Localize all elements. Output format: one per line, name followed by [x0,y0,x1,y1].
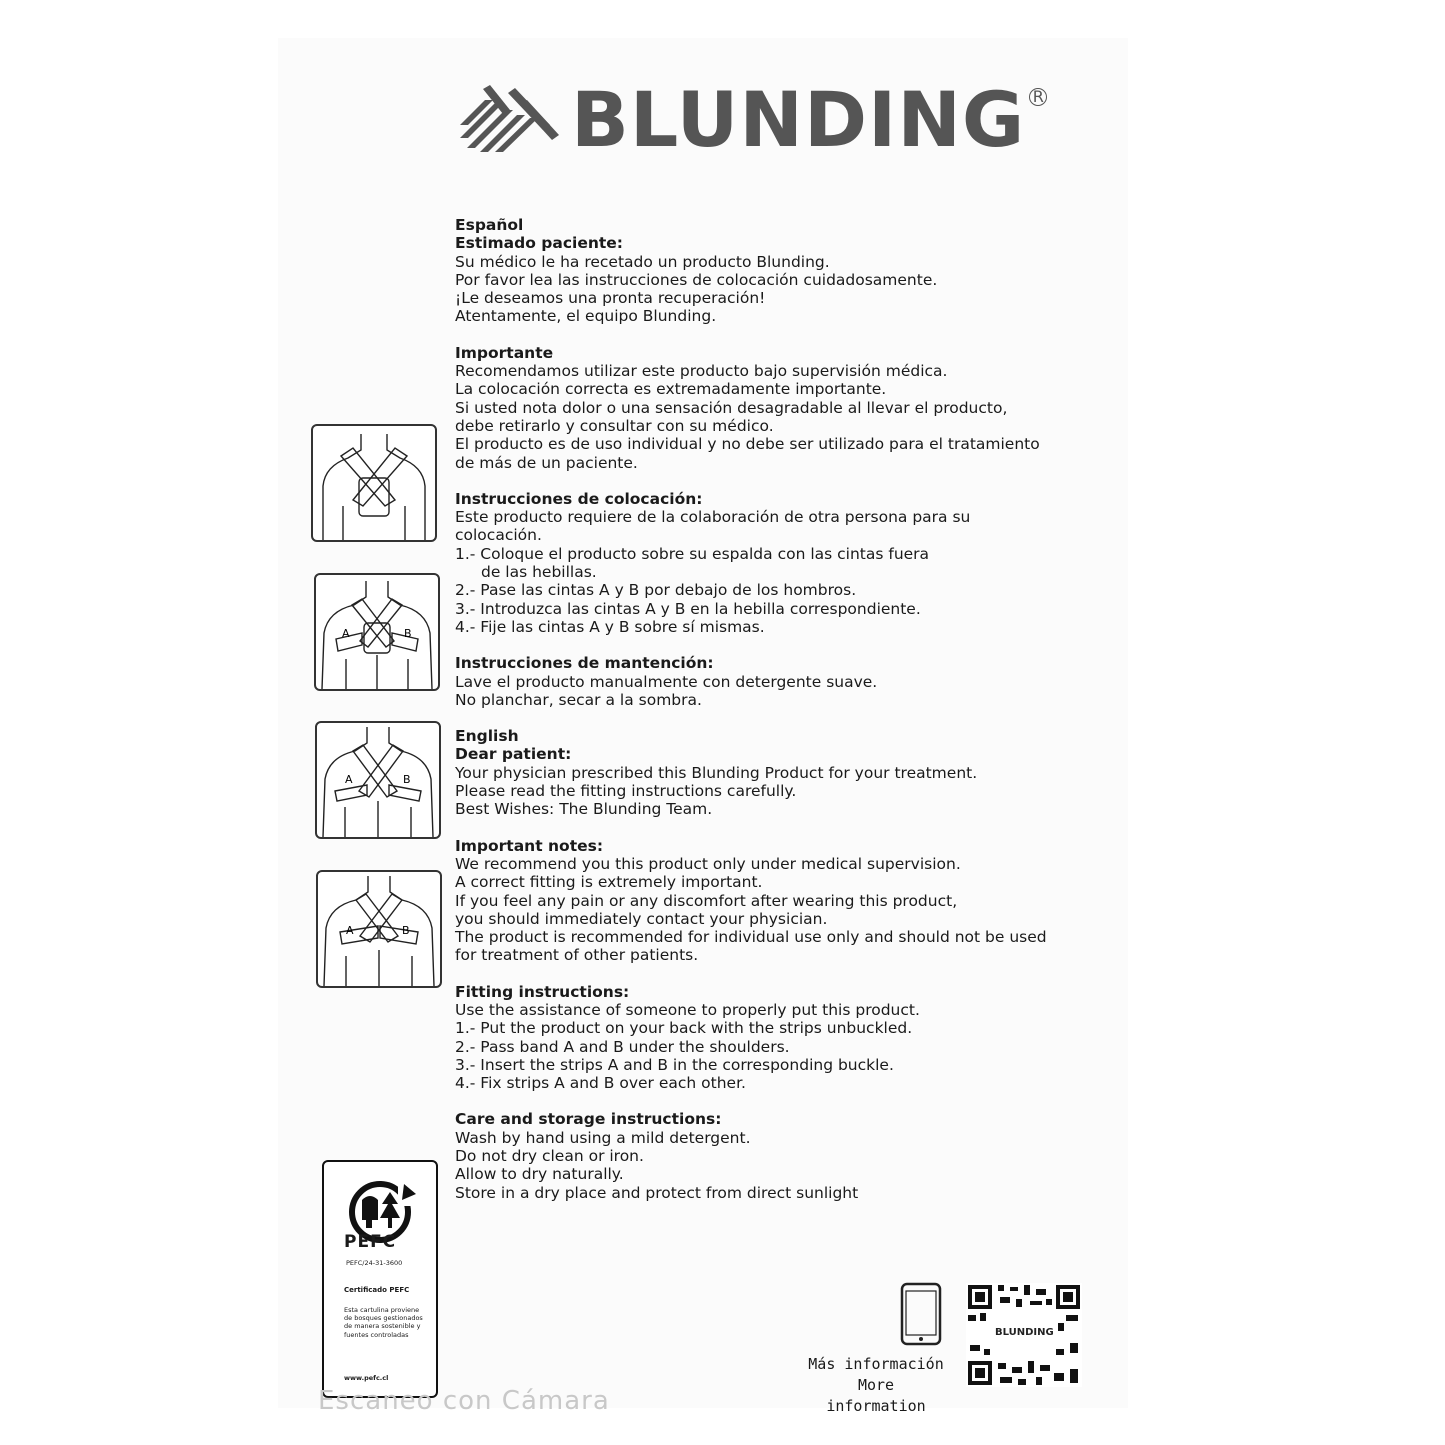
text-line: Lave el producto manualmente con detergente suave. [455,672,878,691]
en-care [455,1110,1115,1201]
fitting-figure-4 [316,870,442,988]
text-line: Allow to dry naturally. [455,1165,624,1184]
text-line: ¡Le deseamos una pronta recuperación! [455,289,766,308]
text-line: de las hebillas. [481,563,597,582]
text-line: The product is recommended for individual use only and should not be used [455,928,1047,947]
text-line: debe retirarlo y consultar con su médico. [455,416,774,435]
back-brace-illustration [316,575,438,689]
text-line: for treatment of other patients. [455,946,699,965]
smartphone-icon [900,1282,942,1346]
text-line: 3.- Introduzca las cintas A y B en la hebilla correspondiente. [455,599,921,618]
text-line: colocación. [455,526,542,545]
fitting-figure-3 [315,721,441,839]
es-care [455,654,1115,709]
more-info-en: More information [826,1376,926,1415]
text-line: No planchar, secar a la sombra. [455,690,702,709]
text-line: La colocación correcta es extremadamente importante. [455,380,887,399]
text-line: Wash by hand using a mild detergent. [455,1128,751,1147]
en-language-title: English [455,727,519,746]
fitting-figure-1 [311,424,437,542]
es-fitting-title: Instrucciones de colocación: [455,489,703,508]
text-line: Use the assistance of someone to properly put this product. [455,1000,920,1019]
en-important-title: Important notes: [455,836,604,855]
es-fitting [455,490,1115,636]
fitting-figure-2 [314,573,440,691]
yarn-ball-icon [455,80,565,160]
strap-label-b: B [402,924,410,937]
strap-label-a: A [345,773,353,786]
text-line: you should immediately contact your physician. [455,909,828,928]
pefc-name: PEFC [344,1232,397,1252]
pefc-certificate [322,1160,438,1398]
text-line: Best Wishes: The Blunding Team. [455,800,713,819]
pefc-website: www.pefc.cl [344,1374,389,1382]
text-line: 4.- Fije las cintas A y B sobre sí mismas. [455,617,765,636]
strap-label-a: A [346,924,354,937]
text-line: Este producto requiere de la colaboración de otra persona para su [455,508,971,527]
text-line: 2.- Pass band A and B under the shoulders. [455,1037,790,1056]
en-care-title: Care and storage instructions: [455,1110,722,1129]
strap-label-b: B [404,627,412,640]
es-important-title: Importante [455,343,554,362]
text-line: 1.- Coloque el producto sobre su espalda con las cintas fuera [455,544,930,563]
text-line: Su médico le ha recetado un producto Blunding. [455,252,830,271]
text-line: El producto es de uso individual y no debe ser utilizado para el tratamiento [455,435,1040,454]
text-line: Si usted nota dolor o una sensación desagradable al llevar el producto, [455,398,1008,417]
en-fitting [455,983,1115,1093]
en-important [455,837,1115,965]
text-line: A correct fitting is extremely important. [455,873,763,892]
pefc-description: Esta cartulina proviene de bosques gestionados de manera sostenible y fuentes controladas [344,1306,423,1339]
more-info-es: Más información [808,1355,944,1373]
strap-label-a: A [342,627,350,640]
es-important [455,344,1115,472]
text-line: Do not dry clean or iron. [455,1147,644,1166]
text-line: Atentamente, el equipo Blunding. [455,307,717,326]
pefc-cert: Certificado PEFC [344,1286,410,1294]
text-line: 1.- Put the product on your back with the strips unbuckled. [455,1019,913,1038]
back-brace-illustration [318,872,440,986]
text-line: 3.- Insert the strips A and B in the corresponding buckle. [455,1055,894,1074]
pefc-code: PEFC/24-31-3600 [346,1259,403,1267]
text-line: If you feel any pain or any discomfort after wearing this product, [455,891,958,910]
registered-mark: R [1029,88,1047,106]
more-info [806,1354,946,1417]
brand-logo [455,70,1044,170]
en-greeting [455,727,1115,818]
instructions-text [455,216,1115,1220]
text-line: Por favor lea las instrucciones de colocación cuidadosamente. [455,270,938,289]
text-line: Your physician prescribed this Blunding Product for your treatment. [455,763,978,782]
back-brace-illustration [317,723,439,837]
strap-label-b: B [403,773,411,786]
en-fitting-title: Fitting instructions: [455,982,630,1001]
text-line: 4.- Fix strips A and B over each other. [455,1074,746,1093]
es-care-title: Instrucciones de mantención: [455,654,714,673]
text-line: Recomendamos utilizar este producto bajo supervisión médica. [455,362,948,381]
es-greeting-title: Estimado paciente: [455,234,624,253]
es-language-title: Español [455,216,524,234]
text-line: Please read the fitting instructions carefully. [455,782,797,801]
text-line: We recommend you this product only under medical supervision. [455,854,961,873]
brand-name: BLUNDING [571,75,1026,164]
text-line: de más de un paciente. [455,453,638,472]
text-line: 2.- Pase las cintas A y B por debajo de los hombros. [455,581,857,600]
qr-brand-label: BLUNDING [992,1326,1057,1339]
text-line: Store in a dry place and protect from direct sunlight [455,1183,859,1202]
watermark: Escaneo con Cámara [318,1386,610,1416]
en-greeting-title: Dear patient: [455,745,572,764]
back-brace-illustration [313,426,435,540]
es-greeting [455,216,1115,326]
